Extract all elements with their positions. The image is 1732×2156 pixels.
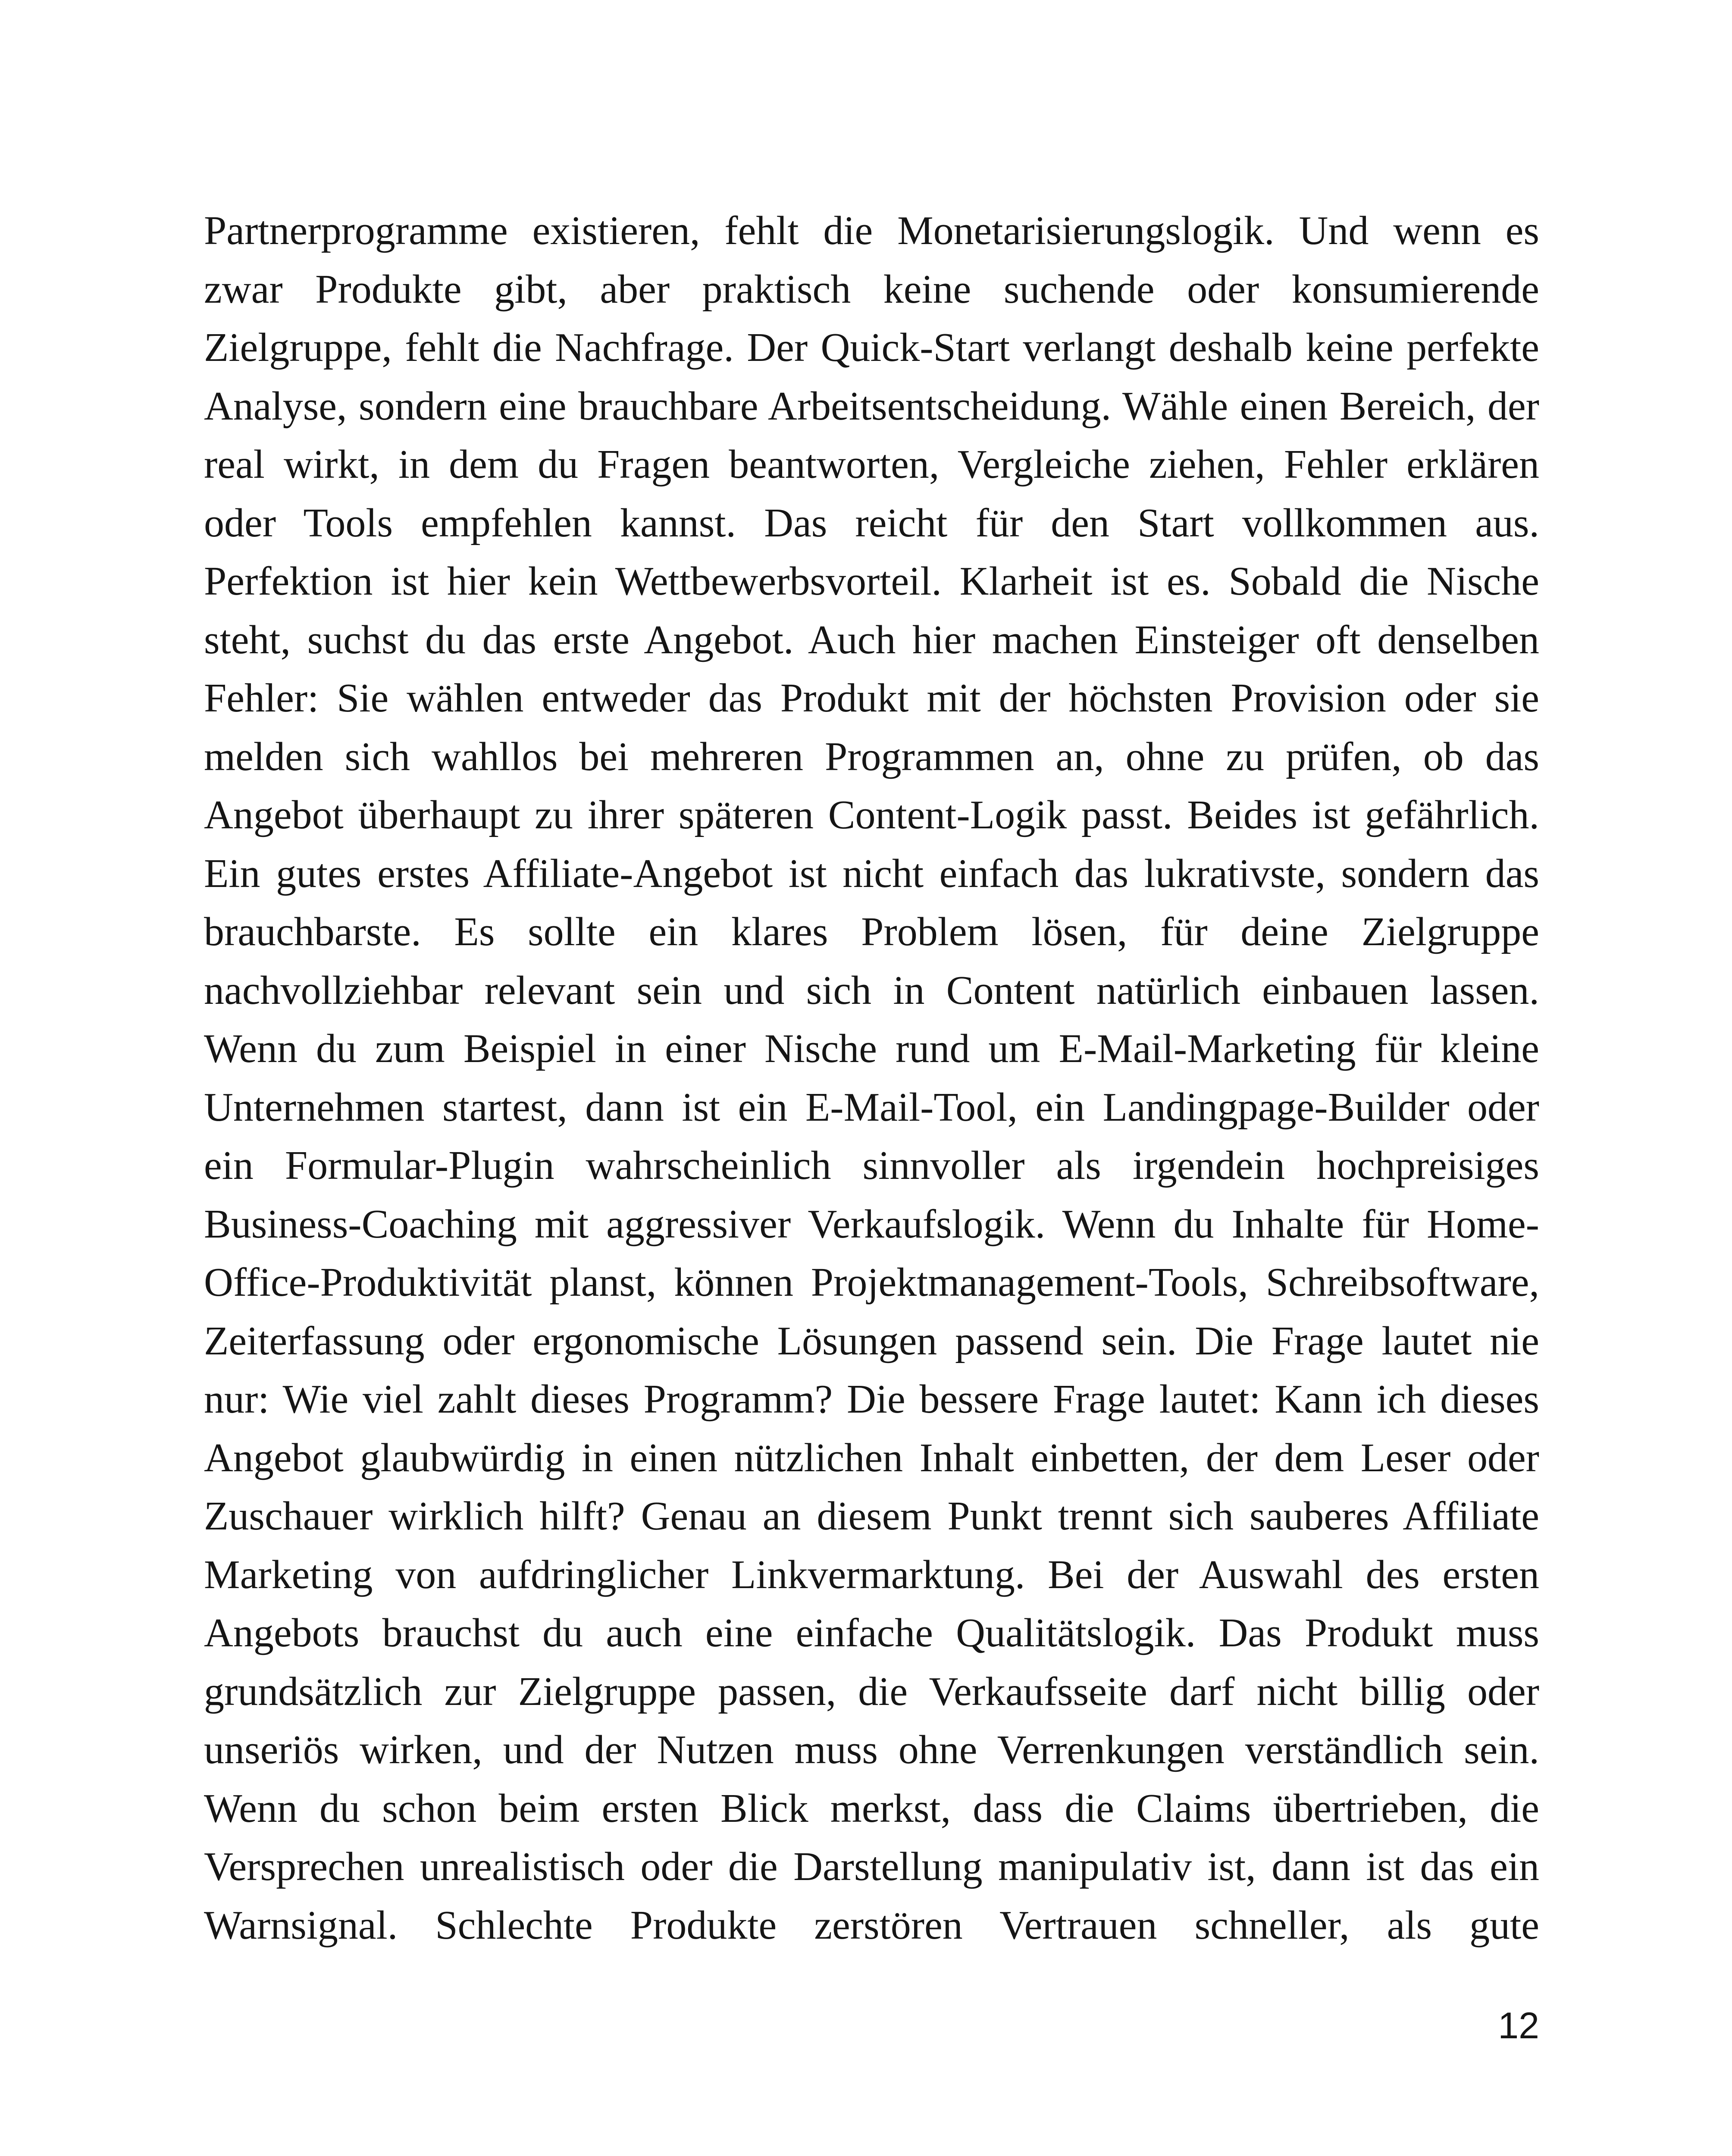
text-line: Zuschauer wirklich hilft? Genau an diesem Punkt trennt sich sauberes Affiliate <box>204 1494 1539 1539</box>
text-line: Wenn du zum Beispiel in einer Nische rund um E-Mail-Marketing für kleine <box>204 1026 1539 1071</box>
text-line: Business-Coaching mit aggressiver Verkaufslogik. Wenn du Inhalte für Home- <box>204 1201 1539 1247</box>
text-line: Fehler: Sie wählen entweder das Produkt mit der höchsten Provision oder sie <box>204 676 1539 721</box>
text-line: Versprechen unrealistisch oder die Darstellung manipulativ ist, dann ist das ein <box>204 1844 1539 1889</box>
text-line: unseriös wirken, und der Nutzen muss ohne Verrenkungen verständlich sein. <box>204 1727 1539 1772</box>
text-line: Ein gutes erstes Affiliate-Angebot ist nicht einfach das lukrativste, sondern das <box>204 851 1539 896</box>
text-line: grundsätzlich zur Zielgruppe passen, die Verkaufsseite darf nicht billig oder <box>204 1669 1539 1714</box>
text-line: Office-Produktivität planst, können Projektmanagement-Tools, Schreibsoftware, <box>204 1260 1539 1305</box>
text-line: Marketing von aufdringlicher Linkvermarktung. Bei der Auswahl des ersten <box>204 1552 1539 1597</box>
text-line: Wenn du schon beim ersten Blick merkst, dass die Claims übertrieben, die <box>204 1786 1539 1831</box>
text-line: oder Tools empfehlen kannst. Das reicht für den Start vollkommen aus. <box>204 500 1539 545</box>
text-line: zwar Produkte gibt, aber praktisch keine suchende oder konsumierende <box>204 266 1539 312</box>
text-line: nachvollziehbar relevant sein und sich in Content natürlich einbauen lassen. <box>204 968 1539 1013</box>
text-line: ein Formular-Plugin wahrscheinlich sinnvoller als irgendein hochpreisiges <box>204 1143 1539 1188</box>
text-line: Perfektion ist hier kein Wettbewerbsvorteil. Klarheit ist es. Sobald die Nische <box>204 559 1539 604</box>
text-line: Partnerprogramme existieren, fehlt die Monetarisierungslogik. Und wenn es <box>204 208 1539 253</box>
text-line: nur: Wie viel zahlt dieses Programm? Die bessere Frage lautet: Kann ich dieses <box>204 1377 1539 1422</box>
text-line: Unternehmen startest, dann ist ein E-Mail-Tool, ein Landingpage-Builder oder <box>204 1084 1539 1130</box>
text-line: Angebot glaubwürdig in einen nützlichen Inhalt einbetten, der dem Leser oder <box>204 1435 1539 1480</box>
text-line: Zeiterfassung oder ergonomische Lösungen passend sein. Die Frage lautet nie <box>204 1318 1539 1363</box>
text-line: Warnsignal. Schlechte Produkte zerstören Vertrauen schneller, als gute <box>204 1902 1539 1948</box>
text-line: Analyse, sondern eine brauchbare Arbeitsentscheidung. Wähle einen Bereich, der <box>204 383 1539 429</box>
text-line: Zielgruppe, fehlt die Nachfrage. Der Quick-Start verlangt deshalb keine perfekte <box>204 325 1539 370</box>
text-line: real wirkt, in dem du Fragen beantworten, Vergleiche ziehen, Fehler erklären <box>204 442 1539 487</box>
text-line: brauchbarste. Es sollte ein klares Problem lösen, für deine Zielgruppe <box>204 909 1539 954</box>
text-line: Angebots brauchst du auch eine einfache Qualitätslogik. Das Produkt muss <box>204 1611 1539 1655</box>
page-number: 12 <box>1498 2005 1539 2046</box>
text-line: melden sich wahllos bei mehreren Programmen an, ohne zu prüfen, ob das <box>204 734 1539 779</box>
text-line: steht, suchst du das erste Angebot. Auch hier machen Einsteiger oft denselben <box>204 617 1539 662</box>
body-paragraph <box>204 202 1539 1955</box>
text-line: Angebot überhaupt zu ihrer späteren Content-Logik passt. Beides ist gefährlich. <box>204 793 1539 837</box>
